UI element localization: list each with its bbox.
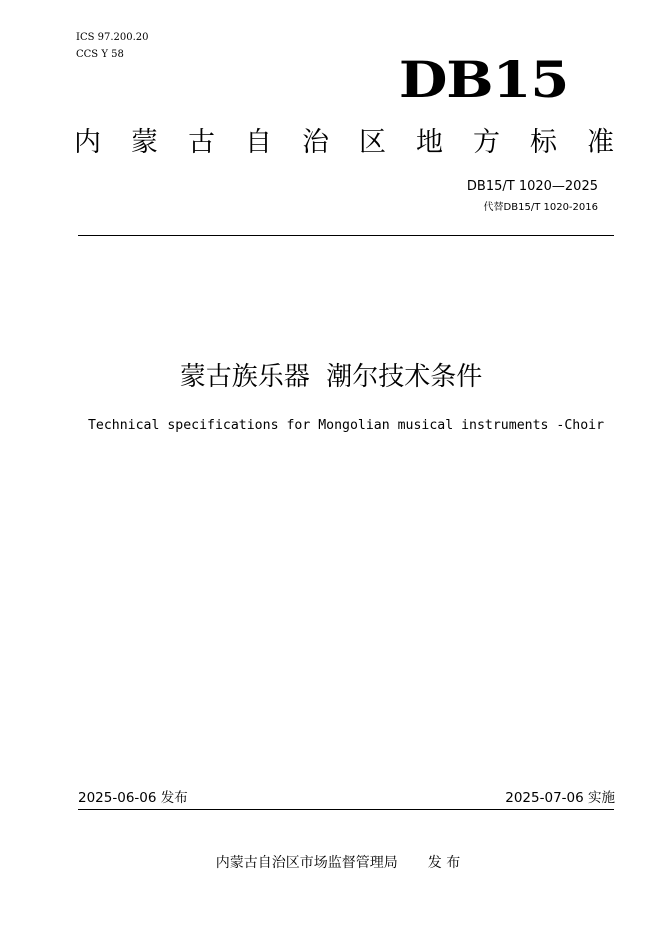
- category-char: 方: [473, 127, 500, 158]
- implementation-date: 2025-07-06 实施: [505, 790, 615, 806]
- standard-logo: DB15: [398, 50, 568, 109]
- ccs-code: CCS Y 58: [76, 49, 124, 60]
- category-char: 地: [416, 127, 443, 158]
- standard-category: [74, 124, 614, 162]
- document-title-chinese: 蒙古族乐器 潮尔技术条件: [179, 362, 483, 392]
- ics-code: ICS 97.200.20: [76, 32, 149, 43]
- top-divider: [78, 235, 614, 236]
- category-char: 古: [188, 127, 215, 158]
- document-title-english: Technical specifications for Mongolian musical instruments -Choir: [87, 418, 605, 433]
- bottom-divider: [78, 809, 614, 810]
- category-char: 内: [74, 127, 101, 158]
- category-char: 自: [245, 127, 272, 158]
- category-char: 区: [359, 127, 386, 158]
- category-char: 蒙: [131, 127, 158, 158]
- category-char: 标: [530, 127, 557, 158]
- replaces-standard: 代替DB15/T 1020-2016: [483, 202, 598, 213]
- publication-date: 2025-06-06 发布: [78, 790, 188, 806]
- category-char: 治: [302, 127, 329, 158]
- issuer-name: 内蒙古自治区市场监督管理局: [215, 855, 398, 871]
- standard-number: DB15/T 1020—2025: [466, 179, 598, 194]
- category-char: 准: [587, 127, 614, 158]
- issuer-action: 发 布: [427, 855, 461, 871]
- issuing-authority: [0, 853, 662, 873]
